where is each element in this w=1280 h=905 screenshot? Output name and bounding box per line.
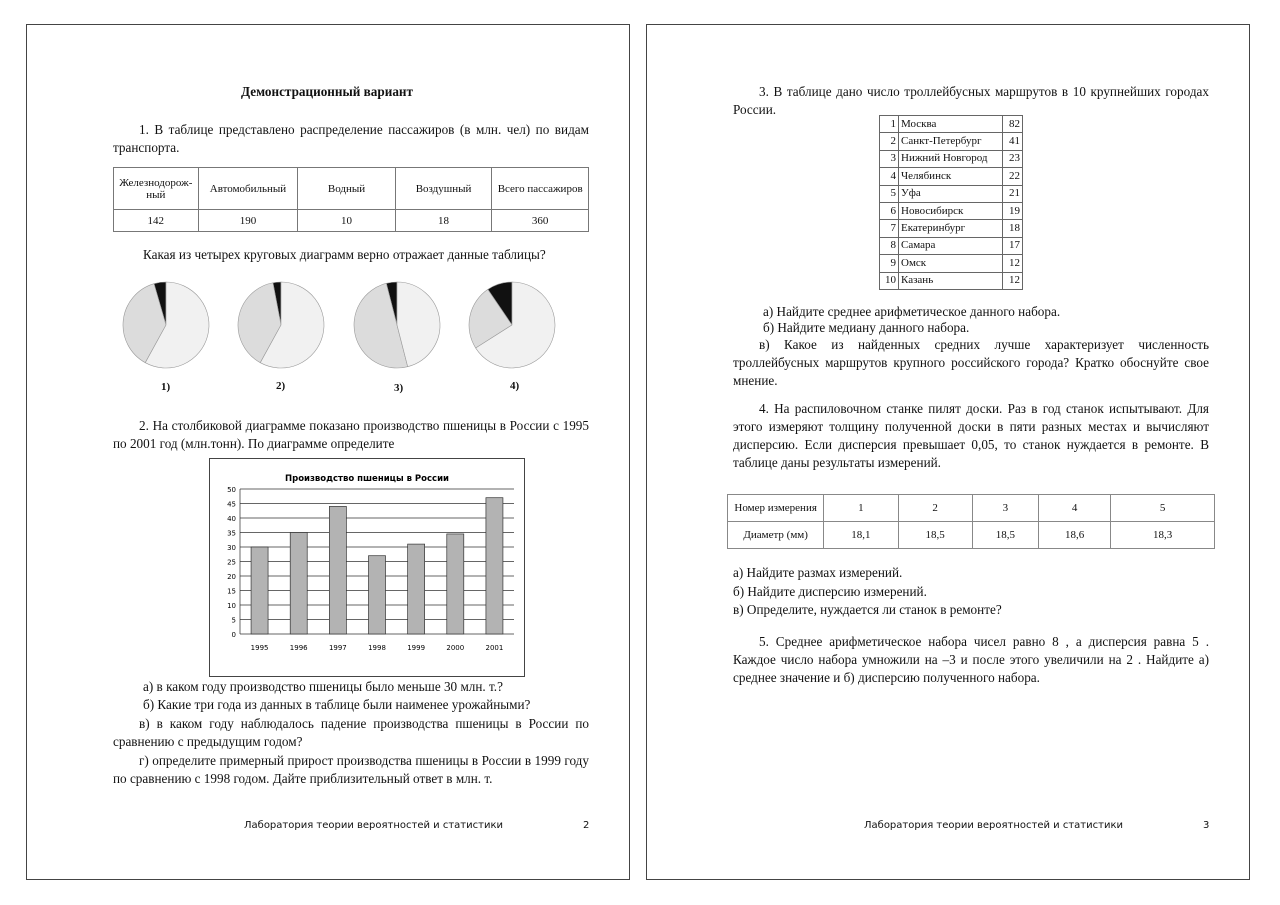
route-count: 21 bbox=[1003, 185, 1023, 202]
q2-a: а) в каком году производство пшеницы было меньше 30 млн. т.? bbox=[143, 679, 503, 694]
x-tick-label: 2000 bbox=[446, 644, 465, 652]
bar bbox=[408, 544, 425, 634]
y-tick-label: 45 bbox=[227, 500, 236, 509]
row-number: 6 bbox=[880, 202, 899, 219]
header-cell: 2 bbox=[898, 495, 972, 522]
row-number: 9 bbox=[880, 255, 899, 272]
header-cell: Водный bbox=[298, 168, 395, 210]
header-cell: 5 bbox=[1111, 495, 1215, 522]
bar bbox=[369, 556, 386, 634]
route-count: 23 bbox=[1003, 150, 1023, 167]
q3-b: б) Найдите медиану данного набора. bbox=[763, 320, 970, 335]
city-name: Челябинск bbox=[899, 168, 1003, 185]
y-tick-label: 50 bbox=[227, 486, 236, 494]
value-cell: 18,5 bbox=[898, 522, 972, 549]
route-count: 22 bbox=[1003, 168, 1023, 185]
row-number: 10 bbox=[880, 272, 899, 289]
q2-text: 2. На столбиковой диаграмме показано производство пшеницы в России с 1995 по 2001 год (млн.тонн). По диаграмме определите bbox=[113, 418, 589, 451]
value-cell: 18,1 bbox=[824, 522, 898, 549]
header-cell: Воздушный bbox=[395, 168, 492, 210]
city-name: Нижний Новгород bbox=[899, 150, 1003, 167]
value-cell: 18 bbox=[395, 210, 492, 232]
pie-label: 3) bbox=[394, 382, 404, 394]
bar-chart-svg bbox=[210, 459, 524, 676]
page-number: 3 bbox=[1203, 820, 1210, 831]
pie-label: 1) bbox=[161, 381, 171, 393]
pie-label: 2) bbox=[276, 380, 286, 392]
city-name: Екатеринбург bbox=[899, 220, 1003, 237]
page-2 bbox=[26, 24, 630, 880]
value-cell: 142 bbox=[114, 210, 199, 232]
route-count: 18 bbox=[1003, 220, 1023, 237]
header-cell: Всего пассажиров bbox=[492, 168, 589, 210]
y-tick-label: 0 bbox=[231, 631, 236, 639]
route-count: 17 bbox=[1003, 237, 1023, 254]
q2-d: г) определите примерный прирост производства пшеницы в России в 1999 году по сравнению с 1998 годом. Дайте приблизительный ответ в млн. т. bbox=[113, 753, 589, 786]
city-name: Омск bbox=[899, 255, 1003, 272]
table-row bbox=[880, 255, 1023, 272]
y-tick-label: 25 bbox=[227, 558, 236, 567]
y-tick-label: 5 bbox=[231, 616, 236, 625]
bar bbox=[251, 547, 268, 634]
page-3 bbox=[646, 24, 1250, 880]
q3-c: в) Какое из найденных средних лучше характеризует численность троллейбусных маршрутов крупного российского города? Кратко обоснуйте свое мнение. bbox=[733, 337, 1209, 388]
pie-charts bbox=[27, 273, 631, 373]
bar bbox=[290, 533, 307, 635]
table-row bbox=[880, 150, 1023, 167]
wheat-chart bbox=[209, 458, 525, 677]
table-row bbox=[880, 168, 1023, 185]
bar bbox=[486, 498, 503, 634]
pie-label: 4) bbox=[510, 380, 520, 392]
page-heading: Демонстрационный вариант bbox=[240, 84, 413, 99]
table-row bbox=[880, 237, 1023, 254]
table-row bbox=[880, 116, 1023, 133]
page-footer: Лаборатория теории вероятностей и статистики bbox=[244, 820, 503, 831]
q2-b: б) Какие три года из данных в таблице были наименее урожайными? bbox=[143, 697, 531, 712]
q2-c: в) в каком году наблюдалось падение производства пшеницы в России по сравнению с предыдущим годом? bbox=[113, 716, 589, 749]
pie-chart bbox=[238, 282, 324, 368]
pie-chart bbox=[354, 282, 440, 368]
q4-text: 4. На распиловочном станке пилят доски. Раз в год станок испытывают. Для этого измеряют толщину полученной доски в пяти разных местах и вычисляют дисперсию. Если дисперсия превышает 0,05, то станок нуждается в ремонте. В таблице даны результаты измерений. bbox=[733, 401, 1209, 470]
x-tick-label: 2001 bbox=[485, 644, 504, 652]
row-number: 8 bbox=[880, 237, 899, 254]
trolleybus-table bbox=[879, 115, 1023, 290]
q4-b: б) Найдите дисперсию измерений. bbox=[733, 584, 927, 599]
q4-c: в) Определите, нуждается ли станок в ремонте? bbox=[733, 602, 1002, 617]
row-label: Диаметр (мм) bbox=[728, 522, 824, 549]
route-count: 12 bbox=[1003, 272, 1023, 289]
passengers-table bbox=[113, 167, 589, 232]
bar bbox=[329, 506, 346, 634]
value-cell: 360 bbox=[492, 210, 589, 232]
q5-text: 5. Среднее арифметическое набора чисел равно 8 , а дисперсия равна 5 . Каждое число набора умножили на –3 и после этого увеличили на 2 . Найдите а) среднее значение и б) дисперсию полученного набора. bbox=[733, 634, 1209, 685]
row-number: 3 bbox=[880, 150, 899, 167]
q1-question: Какая из четырех круговых диаграмм верно отражает данные таблицы? bbox=[143, 247, 546, 262]
city-name: Уфа bbox=[899, 185, 1003, 202]
city-name: Москва bbox=[899, 116, 1003, 133]
value-cell: 18,6 bbox=[1039, 522, 1111, 549]
x-tick-label: 1996 bbox=[289, 644, 308, 652]
q1-text: 1. В таблице представлено распределение пассажиров (в млн. чел) по видам транспорта. bbox=[113, 122, 589, 155]
q3-text: 3. В таблице дано число троллейбусных маршрутов в 10 крупнейших городах России. bbox=[733, 84, 1209, 117]
route-count: 19 bbox=[1003, 202, 1023, 219]
value-cell: 18,5 bbox=[972, 522, 1038, 549]
x-tick-label: 1999 bbox=[407, 644, 426, 652]
q4-a: а) Найдите размах измерений. bbox=[733, 565, 903, 580]
y-tick-label: 20 bbox=[227, 573, 236, 581]
table-row bbox=[880, 133, 1023, 150]
header-cell: 1 bbox=[824, 495, 898, 522]
q3-a: а) Найдите среднее арифметическое данного набора. bbox=[763, 304, 1061, 319]
header-cell: 4 bbox=[1039, 495, 1111, 522]
header-cell: Автомобильный bbox=[198, 168, 298, 210]
chart-title: Производство пшеницы в России bbox=[285, 474, 449, 484]
value-cell: 190 bbox=[198, 210, 298, 232]
x-tick-label: 1995 bbox=[250, 644, 269, 652]
table-row bbox=[880, 185, 1023, 202]
y-tick-label: 40 bbox=[227, 515, 236, 523]
route-count: 12 bbox=[1003, 255, 1023, 272]
x-tick-label: 1997 bbox=[328, 644, 347, 652]
header-cell: Номер измерения bbox=[728, 495, 824, 522]
row-number: 4 bbox=[880, 168, 899, 185]
header-cell: Железнодорож-ный bbox=[114, 168, 199, 210]
value-cell: 18,3 bbox=[1111, 522, 1215, 549]
pie-chart bbox=[469, 282, 555, 368]
city-name: Самара bbox=[899, 237, 1003, 254]
table-row bbox=[880, 272, 1023, 289]
row-number: 7 bbox=[880, 220, 899, 237]
y-tick-label: 30 bbox=[227, 544, 236, 552]
y-tick-label: 10 bbox=[227, 602, 236, 610]
measurements-table bbox=[727, 494, 1215, 549]
page-number: 2 bbox=[583, 820, 590, 831]
header-cell: 3 bbox=[972, 495, 1038, 522]
row-number: 5 bbox=[880, 185, 899, 202]
table-row bbox=[880, 202, 1023, 219]
y-tick-label: 15 bbox=[227, 587, 236, 596]
row-number: 2 bbox=[880, 133, 899, 150]
table-row bbox=[880, 220, 1023, 237]
city-name: Санкт-Петербург bbox=[899, 133, 1003, 150]
y-tick-label: 35 bbox=[227, 529, 236, 538]
city-name: Казань bbox=[899, 272, 1003, 289]
x-tick-label: 1998 bbox=[368, 644, 386, 652]
route-count: 41 bbox=[1003, 133, 1023, 150]
bar bbox=[447, 534, 464, 634]
route-count: 82 bbox=[1003, 116, 1023, 133]
row-number: 1 bbox=[880, 116, 899, 133]
pie-chart bbox=[123, 282, 209, 368]
page-footer: Лаборатория теории вероятностей и статистики bbox=[864, 820, 1123, 831]
value-cell: 10 bbox=[298, 210, 395, 232]
city-name: Новосибирск bbox=[899, 202, 1003, 219]
